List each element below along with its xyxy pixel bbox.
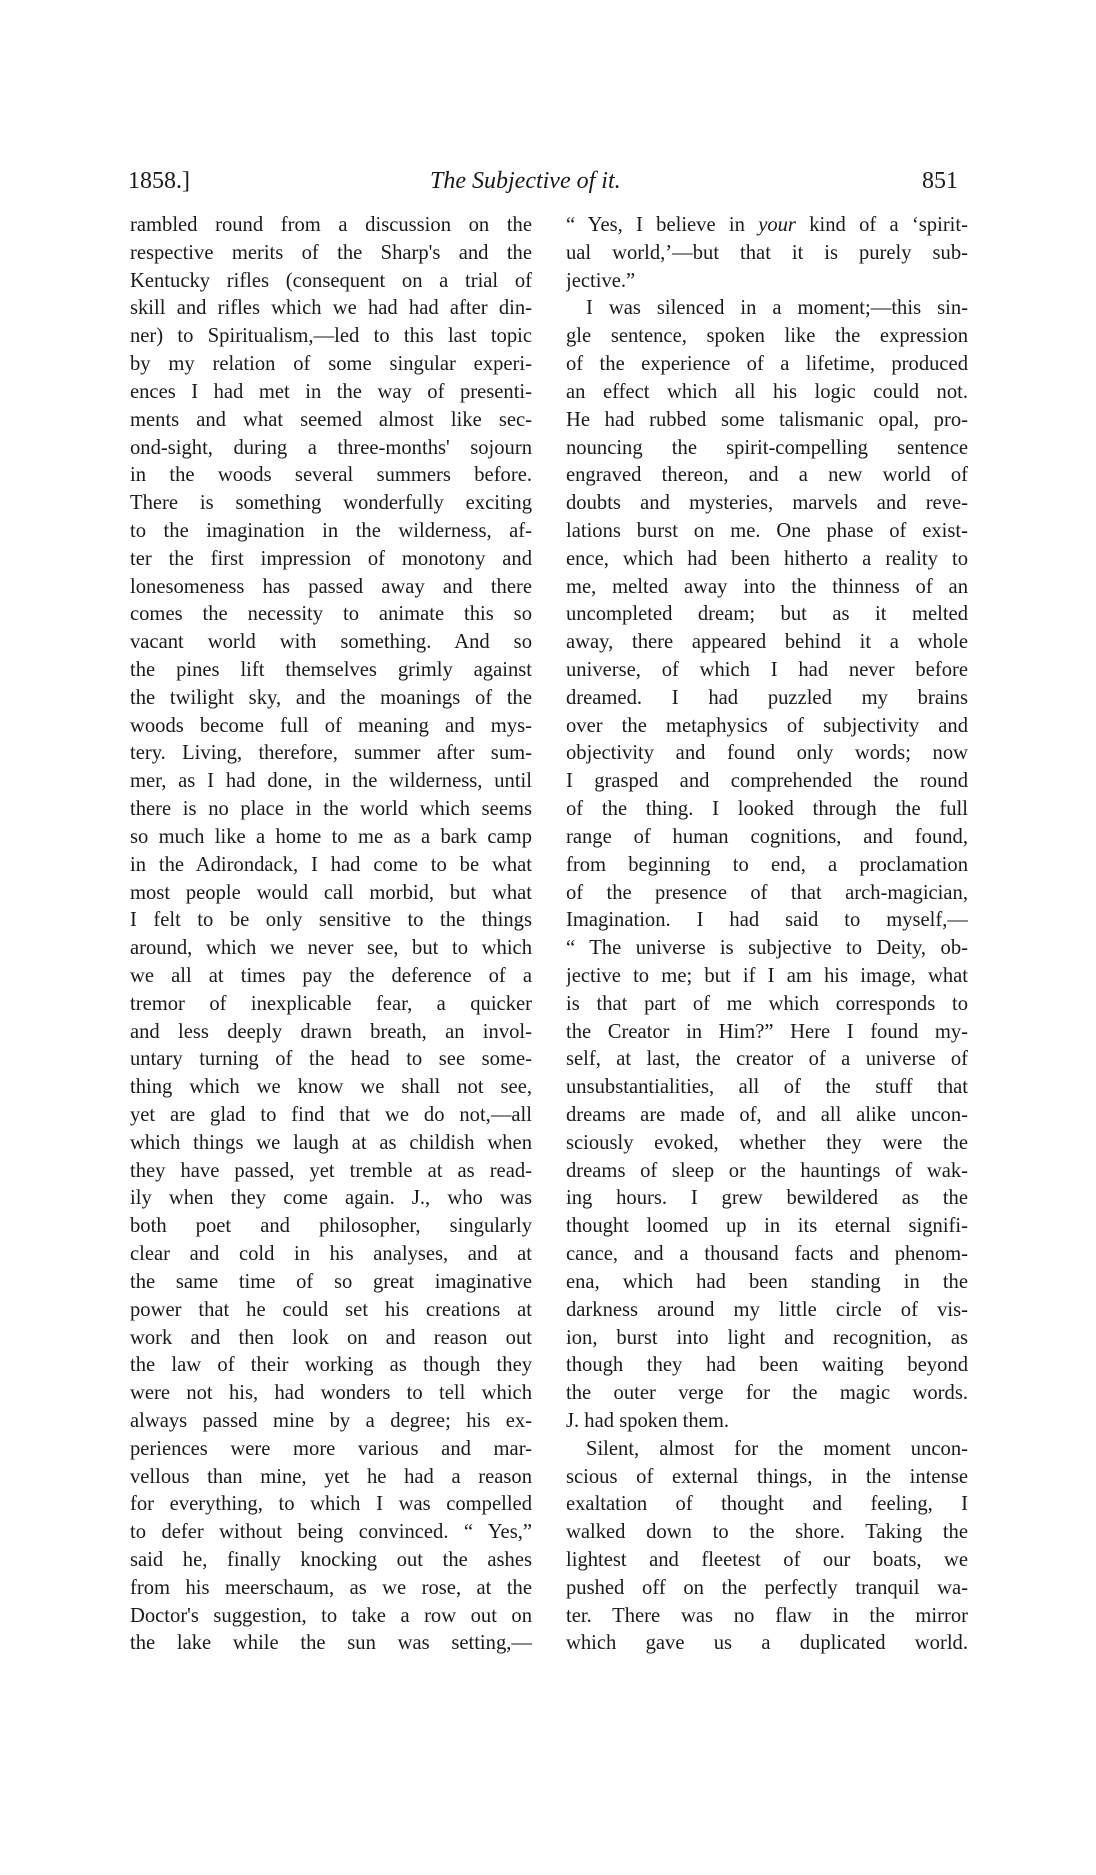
text-line: skill and rifles which we had had after din- [130, 297, 532, 320]
text-line: I grasped and comprehended the round [566, 770, 968, 793]
text-line: There is something wonderfully exciting [130, 492, 532, 515]
right-column [566, 212, 968, 1658]
text-line: over the metaphysics of subjectivity and [566, 714, 968, 737]
text-line: exaltation of thought and feeling, I [566, 1493, 968, 1516]
text-line: the lake while the sun was setting,— [130, 1632, 532, 1655]
text-line: comes the necessity to animate this so [130, 603, 532, 626]
text-line: away, there appeared behind it a whole [566, 631, 968, 654]
text-line: universe, of which I had never before [566, 659, 968, 681]
text-line: lightest and fleetest of our boats, we [566, 1549, 968, 1571]
text-line: though they had been waiting beyond [566, 1354, 968, 1377]
text-line: me, melted away into the thinness of an [566, 575, 968, 598]
text-line: from beginning to end, a proclamation [566, 853, 968, 876]
text-line: to the imagination in the wilderness, af- [130, 519, 532, 542]
text-line: ter the first impression of monotony and [130, 547, 532, 570]
text-line: ena, which had been standing in the [566, 1270, 968, 1293]
text-line [566, 212, 968, 240]
text-line: power that he could set his creations at [130, 1298, 532, 1321]
text-line: Doctor's suggestion, to take a row out on [130, 1604, 532, 1627]
text-line: an effect which all his logic could not. [566, 380, 968, 403]
text-line: periences were more various and mar- [130, 1437, 532, 1460]
text-line: ing hours. I grew bewildered as the [566, 1187, 968, 1210]
text-line: nouncing the spirit-compelling sentence [566, 436, 968, 459]
text-line: in the Adirondack, I had come to be what [130, 853, 532, 876]
emphasis-text: your [758, 214, 796, 236]
text-line: vellous than mine, yet he had a reason [130, 1465, 532, 1488]
text-line: vacant world with something. And so [130, 631, 532, 654]
text-line: dreams are made of, and all alike uncon- [566, 1104, 968, 1126]
text-line: walked down to the shore. Taking the [566, 1521, 968, 1544]
text-line: the law of their working as though they [130, 1354, 532, 1377]
text-line: scious of external things, in the intense [566, 1465, 968, 1488]
text-line: Silent, almost for the moment uncon- [586, 1437, 968, 1460]
text-line: thought loomed up in its eternal signifi- [566, 1215, 968, 1238]
text-line: cance, and a thousand facts and phenom- [566, 1243, 968, 1266]
text-line: of the presence of that arch-magician, [566, 881, 968, 904]
text-line: work and then look on and reason out [130, 1326, 532, 1349]
text-line: the same time of so great imaginative [130, 1270, 532, 1293]
text-line: gle sentence, spoken like the expression [566, 325, 968, 348]
text-line: ond-sight, during a three-months' sojourn [130, 436, 532, 459]
text-line: lations burst on me. One phase of exist- [566, 519, 968, 542]
text-line: jective.” [566, 269, 636, 292]
text-line: unsubstantialities, all of the stuff that [566, 1076, 968, 1099]
text-line: rambled round from a discussion on the [130, 214, 532, 236]
text-line: sciously evoked, whether they were the [566, 1131, 968, 1154]
text-line: ences I had met in the way of presenti- [130, 380, 532, 403]
left-column [130, 212, 532, 1658]
text-line: of the thing. I looked through the full [566, 798, 968, 821]
text-line: the Creator in Him?” Here I found my- [566, 1020, 968, 1043]
text-line: there is no place in the world which seems [130, 798, 532, 821]
text-line: always passed mine by a degree; his ex- [130, 1409, 532, 1432]
text-line: clear and cold in his analyses, and at [130, 1243, 532, 1266]
text-line: which things we laugh at as childish when [130, 1131, 532, 1154]
text-line: He had rubbed some talismanic opal, pro- [566, 408, 968, 431]
text-line: the twilight sky, and the moanings of the [130, 686, 532, 709]
text-line: engraved thereon, and a new world of [566, 464, 968, 487]
text-line: range of human cognitions, and found, [566, 825, 968, 848]
text-line: lonesomeness has passed away and there [130, 575, 532, 598]
text-line: for everything, to which I was compelled [130, 1493, 532, 1516]
text-line: respective merits of the Sharp's and the [130, 241, 532, 264]
running-head-title: The Subjective of it. [430, 168, 621, 194]
text-line: ence, which had been hitherto a reality to [566, 547, 968, 570]
text-line: Kentucky rifles (consequent on a trial of [130, 269, 532, 292]
text-line: “ The universe is subjective to Deity, ob- [566, 937, 968, 960]
text-line: tremor of inexplicable fear, a quicker [130, 992, 532, 1015]
text-line: so much like a home to me as a bark camp [130, 825, 532, 848]
text-line: of the experience of a lifetime, produced [566, 353, 968, 376]
text-line: both poet and philosopher, singularly [130, 1215, 532, 1238]
text-line: I was silenced in a moment;—this sin- [586, 297, 968, 320]
text-line: objectivity and found only words; now [566, 742, 968, 765]
text-line: J. had spoken them. [566, 1409, 730, 1432]
text-line: and less deeply drawn breath, an invol- [130, 1020, 532, 1043]
text-line: dreams of sleep or the hauntings of wak- [566, 1159, 968, 1182]
text-line: ter. There was no flaw in the mirror [566, 1604, 968, 1627]
text-span: kind of a ‘spirit- [795, 214, 968, 236]
text-line: around, which we never see, but to which [130, 937, 532, 960]
text-line: yet are glad to find that we do not,—all [130, 1104, 532, 1126]
text-line: which gave us a duplicated world. [566, 1632, 968, 1655]
text-line: from his meerschaum, as we rose, at the [130, 1576, 532, 1599]
text-line: we all at times pay the deference of a [130, 964, 532, 987]
text-line: untary turning of the head to see some- [130, 1048, 532, 1071]
text-line: doubts and mysteries, marvels and reve- [566, 492, 968, 515]
running-head-year: 1858.] [128, 168, 190, 194]
text-line: ments and what seemed almost like sec- [130, 408, 532, 431]
page-number: 851 [922, 168, 958, 194]
text-line: self, at last, the creator of a universe of [566, 1048, 968, 1071]
text-span: “ Yes, I believe in [566, 214, 759, 236]
text-line: they have passed, yet tremble at as read- [130, 1159, 532, 1182]
text-line: were not his, had wonders to tell which [130, 1382, 532, 1405]
text-line: ion, burst into light and recognition, as [566, 1326, 968, 1349]
text-line: tery. Living, therefore, summer after sum- [130, 742, 532, 765]
text-line: I felt to be only sensitive to the things [130, 909, 532, 932]
text-line: dreamed. I had puzzled my brains [566, 686, 968, 709]
text-line: by my relation of some singular experi- [130, 353, 532, 376]
text-line: pushed off on the perfectly tranquil wa- [566, 1576, 968, 1599]
text-line: the pines lift themselves grimly against [130, 659, 532, 681]
text-line: ual world,’—but that it is purely sub- [566, 241, 968, 264]
text-line: jective to me; but if I am his image, what [566, 964, 968, 987]
text-line: most people would call morbid, but what [130, 881, 532, 904]
text-line: woods become full of meaning and mys- [130, 714, 532, 737]
text-line: Imagination. I had said to myself,— [566, 909, 968, 932]
running-head [128, 168, 958, 204]
text-line: in the woods several summers before. [130, 464, 532, 487]
text-line: is that part of me which corresponds to [566, 992, 968, 1015]
text-line: thing which we know we shall not see, [130, 1076, 532, 1099]
text-line: to defer without being convinced. “ Yes,” [130, 1521, 532, 1544]
text-line: mer, as I had done, in the wilderness, until [130, 770, 532, 793]
text-line: uncompleted dream; but as it melted [566, 603, 968, 626]
text-line: darkness around my little circle of vis- [566, 1298, 968, 1321]
text-line: said he, finally knocking out the ashes [130, 1549, 532, 1571]
text-line: ner) to Spiritualism,—led to this last topic [130, 325, 532, 348]
text-line: ily when they come again. J., who was [130, 1187, 532, 1210]
text-line: the outer verge for the magic words. [566, 1382, 968, 1405]
